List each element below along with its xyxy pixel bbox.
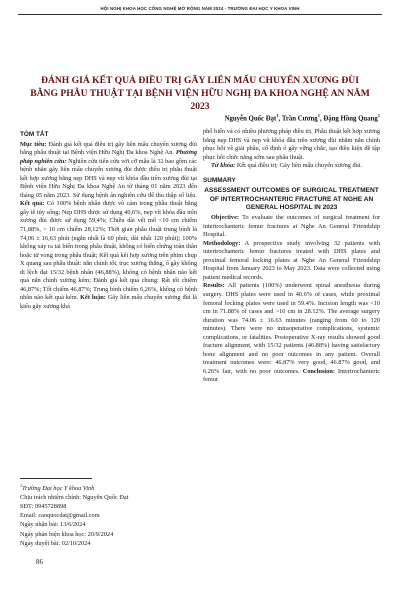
en-objective-label: Objective:: [211, 214, 239, 222]
conclusion-text-start: Gãy liên mấu chuyển xương đùi là kiểu gãy xương khá: [20, 294, 197, 310]
running-header: HỘI NGHỊ KHOA HỌC CÔNG NGHỆ MỞ RỘNG NĂM 2024 - TRƯỜNG ĐẠI HỌC Y KHOA VINH: [100, 6, 300, 11]
keywords-label: Từ khóa:: [211, 162, 236, 170]
en-objective: [203, 214, 380, 240]
footnote-rule: [20, 478, 92, 479]
vn-keywords: [203, 162, 380, 171]
en-title: ASSESSMENT OUTCOMES OF SURGICAL TREATMENT OF INTERTROCHANTERIC FRACTURE AT NGHE AN GENERAL HOSPITAL IN 2023: [204, 187, 379, 212]
responsible-label: Chịu trách nhiệm chính:: [20, 494, 83, 502]
accepted-date: Ngày duyệt bài: 02/10/2024: [20, 539, 91, 547]
en-objective-text: To evaluate the outcomes of surgical treatment for intertrochanteric femur fractures at Nghe An General Friendship Hospital.: [203, 214, 380, 239]
en-results: [203, 282, 380, 385]
article-title: ĐÁNH GIÁ KẾT QUẢ ĐIỀU TRỊ GÃY LIÊN MẤU CHUYỂN XƯƠNG ĐÙI BẰNG PHẪU THUẬT TẠI BỆNH VIỆN HỮU NGHỊ ĐA KHOA NGHỆ AN NĂM 2023: [30, 75, 370, 112]
vn-abstract-heading: TÓM TẮT: [20, 131, 49, 138]
left-column: [20, 128, 197, 311]
vn-conclusion-continued: [203, 128, 380, 162]
affiliation-text: Trường Đại học Y khoa Vinh: [22, 485, 95, 493]
conclusion-label: Kết luận:: [78, 294, 106, 302]
footnotes: [20, 481, 197, 548]
author-2: Trần Cương: [281, 115, 318, 123]
vn-abstract-body: [20, 141, 197, 312]
responsible-author: [20, 493, 197, 502]
method-text: Nghiên cứu tiến cứu với cỡ mẫu là 32 bao gồm các bệnh nhân gãy liên mấu chuyển xương đùi được điều trị phẫu thuật kết hợp xương bằng nẹp DHS và nẹp vít khóa đầu trên xương đùi tại Bệnh viện Hữu Nghị Đa khoa Nghệ An từ tháng 01 năm 2023 đến tháng 05 năm 2023. Sử dụng bệnh án nghiên cứu để thu thập số liệu.: [20, 157, 197, 199]
en-result-text: All patients (100%) underwent spinal anesthesia during surgery. DHS plates were used in 40.6% of cases, while proximal femoral locking plates were used in 59.4%. Incision length was <10 cm in 71.88% of cases and >10 cm in 28.12%. The average surgery duration was 74.06 ± 16.63 minutes (ranging from 60 to 120 minutes). There were no intraoperative complications, systemic complications, or fatalities. Postoperative X-ray results showed good fracture alignment, with 15/32 patients (46.88%) having satisfactory bone alignment and no poor outcomes in any patient. Overall treatment outcomes were: 46.87% very good, 46.87% good, and 6.26% fair, with no poor outcomes.: [203, 282, 380, 375]
objective-text: Đánh giá kết quả điều trị gãy liên mấu chuyển xương đùi bằng phẫu thuật tại Bệnh viện Hữu Nghị Đa khoa Nghệ An.: [20, 140, 197, 157]
conclusion-text-end: phổ biến và có nhiều phương pháp điều trị. Phẫu thuật kết hợp xương bằng nẹp DHS và nẹp vít khóa đầu trên xương đùi nhằm nắn chỉnh phục hồi về giải phẫu, cố định ổ gãy vững chắc, tạo điều kiện để tập phục hồi chức năng sớm sau phẫu thuật.: [203, 128, 380, 161]
en-method-text: A prospective study involving 32 patients with intertrochanteric femur fractures treated with DHS plates and proximal femoral locking plates at Nghe An General Friendship Hospital from January 2023 to May 2023. Data were collected using patient medical records.: [203, 239, 380, 281]
author-1-affil: 1: [276, 113, 279, 118]
header-rule: [18, 14, 382, 15]
received-date: Ngày nhận bài: 13/6/2024: [20, 521, 86, 529]
method-label: Phương pháp nghiên cứu:: [20, 149, 197, 165]
en-methodology: [203, 240, 380, 283]
result-label: Kết quả:: [20, 200, 45, 208]
en-method-label: Methodology:: [203, 239, 241, 247]
affiliation: [20, 481, 197, 493]
keywords-text: Kết quả điều trị; Gãy liên mấu chuyển xương đùi.: [235, 162, 363, 170]
objective-label: Mục tiêu:: [20, 140, 47, 148]
en-summary-heading: SUMMARY: [203, 176, 236, 184]
email: Email: caoquocdat@gmail.com: [20, 512, 100, 520]
author-line: [225, 113, 380, 122]
affiliation-sup: 1: [20, 483, 22, 488]
author-1: Nguyễn Quốc Đạt: [224, 115, 277, 123]
en-conclusion-text: Intertrochanteric femur: [203, 367, 381, 384]
author-3: Đặng Hồng Quang: [323, 115, 378, 123]
review-date: Ngày phản biện khoa học: 20/9/2024: [20, 530, 114, 538]
page-number: 86: [36, 558, 43, 566]
author-2-affil: 1: [317, 113, 320, 118]
responsible-name: Nguyễn Quốc Đạt: [82, 494, 129, 502]
author-separator: ,: [278, 115, 282, 123]
phone: SĐT: 0945728898: [20, 503, 67, 511]
author-separator: ,: [319, 115, 324, 123]
en-conclusion-label: Conclusion:: [299, 367, 335, 375]
author-3-affil: 1: [377, 113, 380, 118]
result-text: Có 100% bệnh nhân được vô cảm trong phẫu thuật bằng gây tê tủy sống; Nẹp DHS được sử dụng 40,6%, nẹp vít khóa đầu trên xương đùi được sử dụng 59,4%; Chiều dài vết mổ <10 cm chiếm 71,88%, > 10 cm chiếm 28,12%; Thời gian phẫu thuật trung bình là 74,06 ± 16,63 phút (ngắn nhất là 60 phút, dài nhất 120 phút); 100% không xảy ra tai biến trong phẫu thuật, không có biến chứng toàn thân hoặc tử vong trong phẫu thuật; Kết quả kết hợp xương trên phim chụp X quang sau phẫu thuật: nắn chỉnh tốt, trục xương thẳng, ổ gãy không di lệch đạt 15/32 bệnh nhân (46,88%), không có bệnh nhân nào kết quả nắn chỉnh xương kém; Đánh giá kết quả chung: Rất tốt chiếm 46,87%; Tốt chiếm 46,87%; Trung bình chiếm 6,26%, không có bệnh nhân nào kết quả kém.: [20, 200, 198, 302]
right-column: [203, 128, 380, 385]
en-result-label: Results:: [203, 282, 225, 290]
